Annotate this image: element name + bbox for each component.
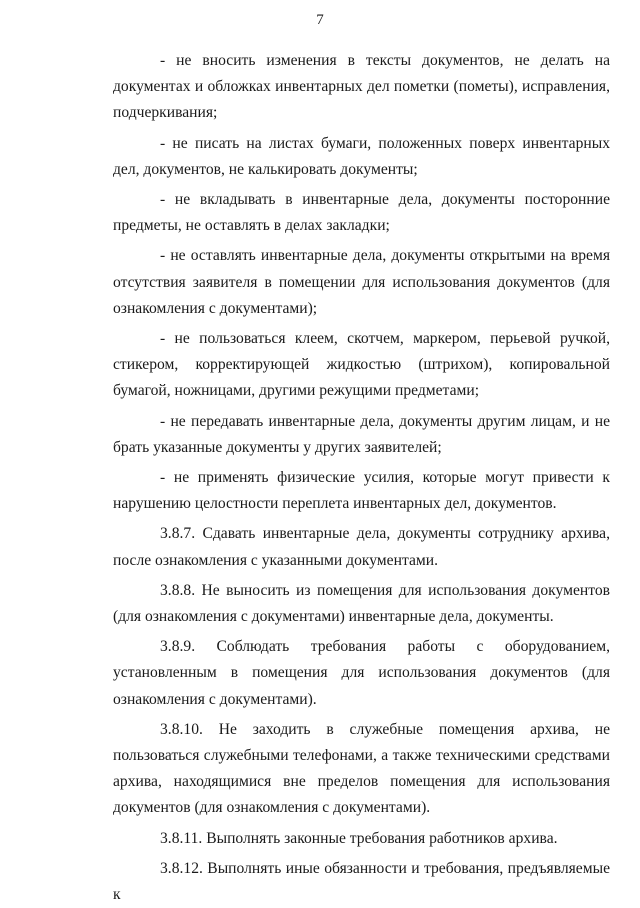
paragraph: - не оставлять инвентарные дела, документы открытыми на время отсутствия заявителя в помещении для использования документов (для ознакомления с документами); [113,247,610,317]
paragraph: - не вкладывать в инвентарные дела, документы посторонние предметы, не оставлять в делах закладки; [113,191,610,235]
document-body [113,48,610,908]
paragraph: - не вносить изменения в тексты документов, не делать на документах и обложках инвентарных дел пометки (пометы), исправления, подчеркивания; [113,52,610,122]
paragraph: 3.8.10. Не заходить в служебные помещения архива, не пользоваться служебными телефонами, а также техническими средствами архива, находящимися вне пределов помещения для использования документов (для ознакомления с документами). [113,720,610,817]
paragraph: 3.8.8. Не выносить из помещения для использования документов (для ознакомления с документами) инвентарные дела, документы. [113,581,610,626]
paragraph: - не пользоваться клеем, скотчем, маркером, перьевой ручкой, стикером, корректирующей жидкостью (штрихом), копировальной бумагой, ножницами, другими режущими предметами; [113,330,610,400]
paragraph: 3.8.7. Сдавать инвентарные дела, документы сотруднику архива, после ознакомления с указанными документами. [113,525,610,569]
paragraph: 3.8.11. Выполнять законные требования работников архива. [160,829,558,847]
paragraph: 3.8.12. Выполнять иные обязанности и требования, предъявляемые к [113,859,610,904]
paragraph: 3.8.9. Соблюдать требования работы с оборудованием, установленным в помещения для использования документов (для ознакомления с документами). [113,638,610,708]
paragraph: - не передавать инвентарные дела, документы другим лицам, и не брать указанные документы у других заявителей; [113,412,610,456]
paragraph: - не применять физические усилия, которые могут привести к нарушению целостности переплета инвентарных дел, документов. [113,469,610,513]
paragraph: - не писать на листах бумаги, положенных поверх инвентарных дел, документов, не калькировать документы; [113,134,610,178]
page-number: 7 [316,12,324,28]
